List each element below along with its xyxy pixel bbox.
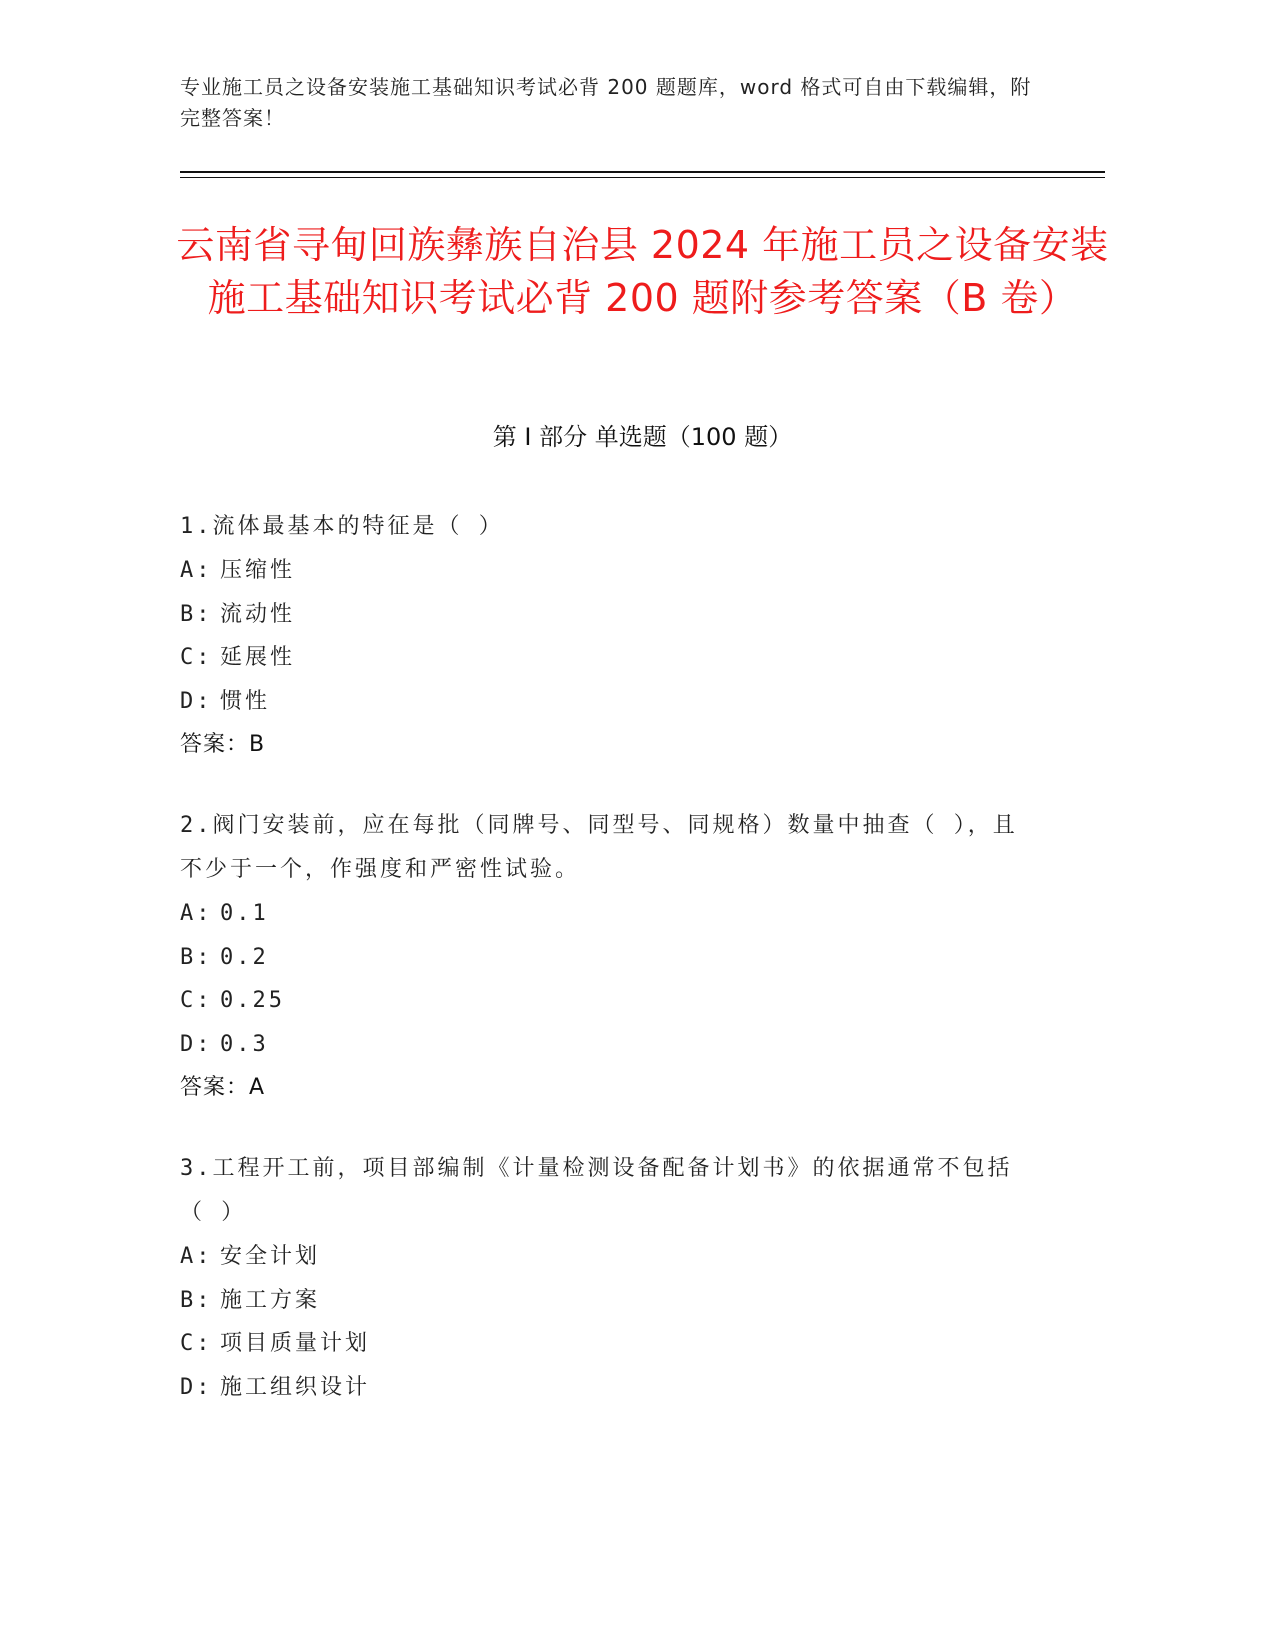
header-divider-thin (180, 177, 1105, 178)
option-c (180, 636, 1020, 680)
answer-value: B (249, 732, 266, 758)
option-letter: B: (180, 601, 213, 627)
question-3 (180, 1147, 1020, 1409)
option-text: 压缩性 (220, 558, 296, 583)
option-text: 施工组织设计 (220, 1374, 371, 1400)
option-letter: C: (180, 1331, 213, 1357)
option-a (180, 892, 1020, 936)
option-text: 延展性 (220, 645, 296, 671)
option-letter: B: (180, 944, 213, 970)
option-letter: D: (180, 688, 213, 714)
option-d (180, 1023, 1020, 1067)
question-list (180, 505, 1020, 1446)
option-b (180, 936, 1020, 980)
option-letter: D: (180, 1031, 213, 1057)
option-text: 流动性 (220, 601, 296, 627)
answer-value: A (249, 1075, 266, 1101)
answer-prefix: 答案： (180, 1075, 250, 1101)
answer-line (180, 723, 1020, 767)
option-c (180, 1322, 1020, 1366)
option-letter: D: (180, 1374, 213, 1400)
option-text: 施工方案 (220, 1287, 321, 1313)
option-text: 0.25 (220, 988, 285, 1014)
option-text: 惯性 (220, 688, 271, 714)
option-c (180, 979, 1020, 1023)
question-stem: 2.阀门安装前，应在每批（同牌号、同型号、同规格）数量中抽查（ ），且不少于一个，作强度和严密性试验。 (180, 812, 1018, 882)
option-letter: A: (180, 558, 213, 583)
section-heading: 第 I 部分 单选题（100 题） (492, 423, 793, 451)
option-text: 0.1 (220, 900, 269, 926)
option-letter: A: (180, 1243, 213, 1269)
question-stem: 1.流体最基本的特征是（ ） (180, 514, 504, 539)
answer-prefix: 答案： (180, 732, 250, 758)
option-letter: C: (180, 988, 213, 1014)
option-letter: C: (180, 645, 213, 671)
option-a (180, 549, 1020, 593)
option-letter: A: (180, 900, 213, 926)
answer-line (180, 1066, 1020, 1110)
option-text: 0.2 (220, 944, 269, 970)
question-stem: 3.工程开工前，项目部编制《计量检测设备配备计划书》的依据通常不包括（ ） (180, 1155, 1013, 1225)
option-d (180, 1366, 1020, 1410)
header-note: 专业施工员之设备安装施工基础知识考试必背 200 题题库，word 格式可自由下载编辑，附完整答案！ (180, 75, 1032, 130)
option-text: 0.3 (220, 1031, 269, 1057)
document-title: 云南省寻甸回族彝族自治县 2024 年施工员之设备安装施工基础知识考试必背 200 题附参考答案（B 卷） (176, 223, 1109, 320)
question-1 (180, 505, 1020, 767)
option-a (180, 1235, 1020, 1279)
option-d (180, 680, 1020, 724)
option-b (180, 1279, 1020, 1323)
option-text: 项目质量计划 (220, 1331, 371, 1357)
option-b (180, 593, 1020, 637)
header-divider-thick (180, 171, 1105, 173)
option-letter: B: (180, 1287, 213, 1313)
question-2 (180, 804, 1020, 1110)
option-text: 安全计划 (220, 1243, 321, 1269)
